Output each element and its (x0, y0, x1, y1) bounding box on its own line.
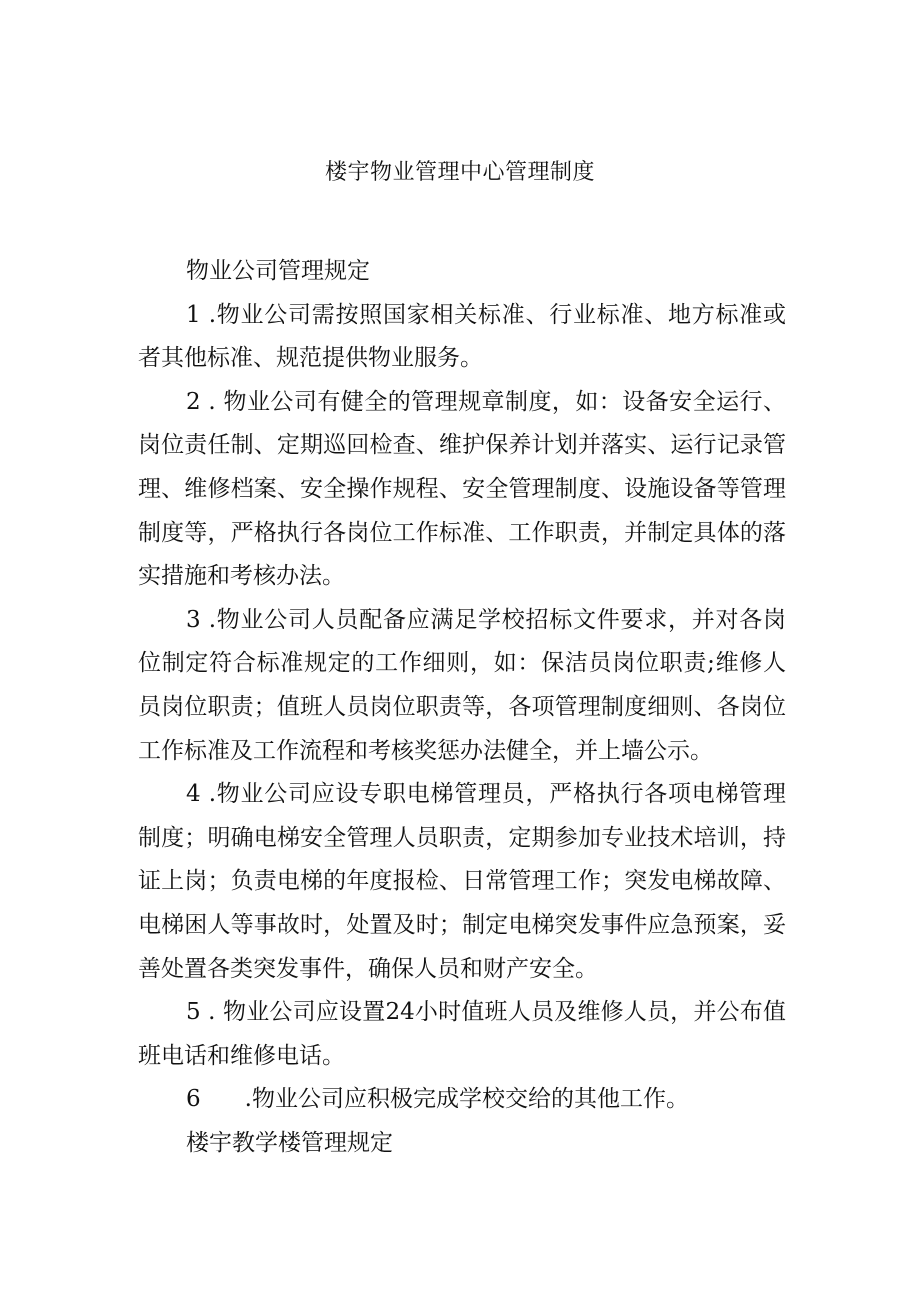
item-number: 1 (186, 301, 201, 328)
item-number: 2 (186, 388, 201, 415)
item-number: 6 (186, 1086, 201, 1113)
list-item (138, 773, 786, 991)
list-item (138, 991, 786, 1078)
item-number: 4 (186, 781, 201, 808)
item-number: 3 (186, 606, 201, 633)
list-item (138, 599, 786, 773)
item-text: . 物业公司有健全的管理规章制度，如：设备安全运行、岗位责任制、定期巡回检查、维护保养计划并落实、运行记录管理、维修档案、安全操作规程、安全管理制度、设施设备等管理制度等，严格执行各岗位工作标准、工作职责，并制定具体的落实措施和考核办法。 (138, 388, 787, 590)
section-heading-teaching-building: 楼宇教学楼管理规定 (186, 1129, 393, 1156)
item-text: .物业公司应积极完成学校交给的其他工作。 (244, 1086, 689, 1113)
item-text: .物业公司应设专职电梯管理员，严格执行各项电梯管理制度；明确电梯安全管理人员职责，定期参加专业技术培训，持证上岗；负责电梯的年度报检、日常管理工作；突发电梯故障、电梯困人等事故时，处置及时；制定电梯突发事件应急预案，妥善处置各类突发事件，确保人员和财产安全。 (138, 781, 786, 982)
item-number: 5 (186, 999, 201, 1026)
document-body (138, 250, 786, 1165)
document-title: 楼宇物业管理中心管理制度 (324, 160, 595, 185)
item-text: . 物业公司应设置24小时值班人员及维修人员，并公布值班电话和维修电话。 (138, 999, 787, 1069)
item-text: .物业公司需按照国家相关标准、行业标准、地方标准或者其他标准、规范提供物业服务。 (138, 301, 786, 372)
list-item (138, 381, 786, 599)
section-heading-property-company: 物业公司管理规定 (186, 258, 370, 284)
item-text: .物业公司人员配备应满足学校招标文件要求，并对各岗位制定符合标准规定的工作细则，如：保洁员岗位职责;维修人员岗位职责；值班人员岗位职责等，各项管理制度细则、各岗位工作标准及工作流程和考核奖惩办法健全，并上墙公示。 (138, 606, 786, 764)
list-item (138, 294, 786, 381)
list-item (138, 1078, 786, 1122)
